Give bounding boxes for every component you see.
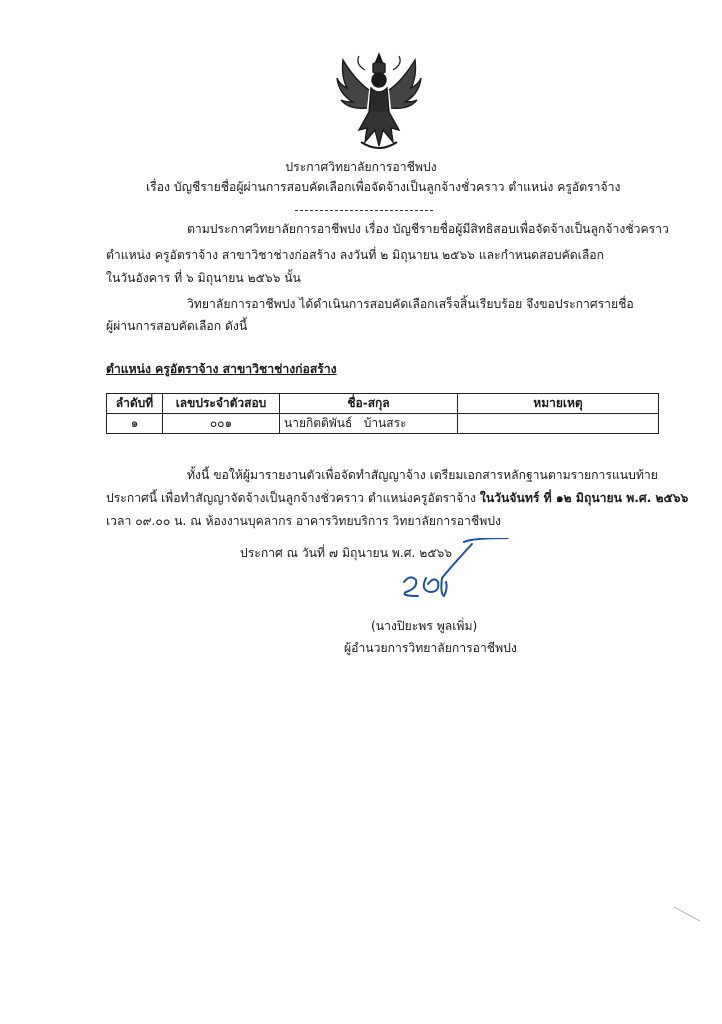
column-header-order: ลำดับที่ [107,394,163,414]
document-subject: เรื่อง บัญชีรายชื่อผู้ผ่านการสอบคัดเลือกเพื่อจัดจ้างเป็นลูกจ้างชั่วคราว ตำแหน่ง ครูอัตราจ้าง [146,180,621,194]
closing-line-2-text: ประกาศนี้ เพื่อทำสัญญาจัดจ้างเป็นลูกจ้างชั่วคราว ตำแหน่งครูอัตราจ้าง [106,491,480,505]
announce-date: ประกาศ ณ วันที่ ๗ มิถุนายน พ.ศ. ๒๕๖๖ [240,546,453,560]
cell-name: นายกิตติพันธ์ บ้านสระ [280,414,458,434]
title-divider [295,210,433,211]
paragraph-1-line-1: ตามประกาศวิทยาลัยการอาชีพปง เรื่อง บัญชีรายชื่อผู้มีสิทธิสอบเพื่อจัดจ้างเป็นลูกจ้างชั่วคราว [187,222,669,236]
signer-name: (นางปิยะพร พูลเพิ่ม) [371,619,478,633]
handwritten-signature [360,538,520,608]
cell-order: ๑ [107,414,163,434]
closing-line-2 [106,490,688,506]
document-title: ประกาศวิทยาลัยการอาชีพปง [285,160,437,174]
closing-line-3: เวลา ๐๙.๐๐ น. ณ ห้องงานบุคลากร อาคารวิทยบริการ วิทยาลัยการอาชีพปง [106,514,501,528]
column-header-remark: หมายเหตุ [458,394,659,414]
position-heading: ตำแหน่ง ครูอัตราจ้าง สาขาวิชาช่างก่อสร้าง [106,362,337,376]
column-header-name: ชื่อ-สกุล [280,394,458,414]
paragraph-2-line-2: ผู้ผ่านการสอบคัดเลือก ดังนี้ [106,319,248,333]
results-table [106,393,659,434]
garuda-emblem-icon [335,50,423,154]
table-row [107,414,659,434]
paragraph-1-line-3: ในวันอังคาร ที่ ๖ มิถุนายน ๒๕๖๖ นั้น [106,271,301,285]
contract-date: ในวันจันทร์ ที่ ๑๒ มิถุนายน พ.ศ. ๒๕๖๖ [479,491,689,505]
table-header-row [107,394,659,414]
cell-exam-id: ๐๐๑ [163,414,280,434]
paragraph-2-line-1: วิทยาลัยการอาชีพปง ได้ดำเนินการสอบคัดเลือกเสร็จสิ้นเรียบร้อย จึงขอประกาศรายชื่อ [187,297,634,311]
paragraph-1-line-2: ตำแหน่ง ครูอัตราจ้าง สาขาวิชาช่างก่อสร้าง ลงวันที่ ๒ มิถุนายน ๒๕๖๖ และกำหนดสอบคัดเลือก [106,248,604,262]
cell-remark [458,414,659,434]
scan-mark-icon [672,905,702,923]
column-header-exam-id: เลขประจำตัวสอบ [163,394,280,414]
closing-line-1: ทั้งนี้ ขอให้ผู้มารายงานตัวเพื่อจัดทำสัญญาจ้าง เตรียมเอกสารหลักฐานตามรายการแนบท้าย [187,468,658,482]
signer-title: ผู้อำนวยการวิทยาลัยการอาชีพปง [344,641,517,655]
